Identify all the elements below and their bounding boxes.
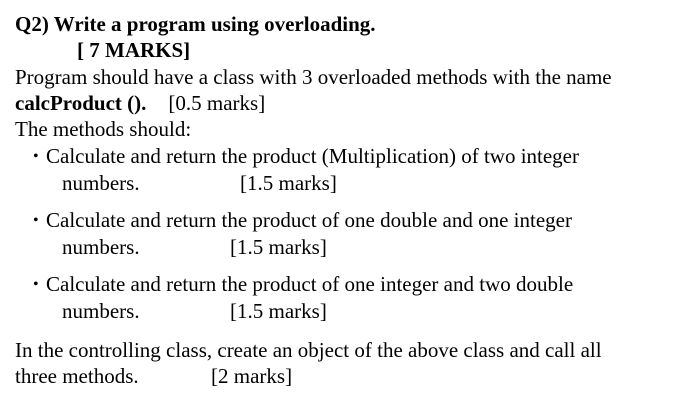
bullet-marks: [1.5 marks] <box>230 299 327 323</box>
total-marks: [ 7 MARKS] <box>77 38 191 62</box>
bullet-line1: Calculate and return the product of one integer and two double <box>46 272 574 296</box>
controlling-marks: [2 marks] <box>211 364 293 388</box>
bullet-dot-icon: • <box>33 212 39 229</box>
bullet-dot-icon: • <box>33 148 39 165</box>
bullet-line1: Calculate and return the product (Multiplication) of two integer <box>46 144 579 168</box>
bullet-line2-row <box>62 170 140 196</box>
bullet-dot-icon: • <box>33 276 39 293</box>
bullet-line2: numbers. <box>62 235 140 259</box>
bullet-line2: numbers. <box>62 171 140 195</box>
intro-text: Program should have a class with 3 overloaded methods with the name <box>15 65 612 89</box>
methods-intro: The methods should: <box>15 117 192 141</box>
bullet-marks: [1.5 marks] <box>240 171 337 195</box>
bullet-marks: [1.5 marks] <box>230 235 327 259</box>
list-item <box>33 207 572 234</box>
controlling-line2: three methods. <box>15 364 139 388</box>
bullet-line2: numbers. <box>62 299 140 323</box>
bullet-line2-row <box>62 234 140 260</box>
question-title: Q2) Write a program using overloading. <box>15 12 376 36</box>
method-name-line <box>15 90 265 116</box>
bullet-line1: Calculate and return the product of one double and one integer <box>46 208 572 232</box>
method-name: calcProduct (). <box>15 91 147 115</box>
list-item <box>33 143 579 170</box>
method-marks: [0.5 marks] <box>168 91 266 115</box>
controlling-line1: In the controlling class, create an object of the above class and call all <box>15 338 602 362</box>
bullet-line2-row <box>62 298 140 324</box>
list-item <box>33 271 573 298</box>
